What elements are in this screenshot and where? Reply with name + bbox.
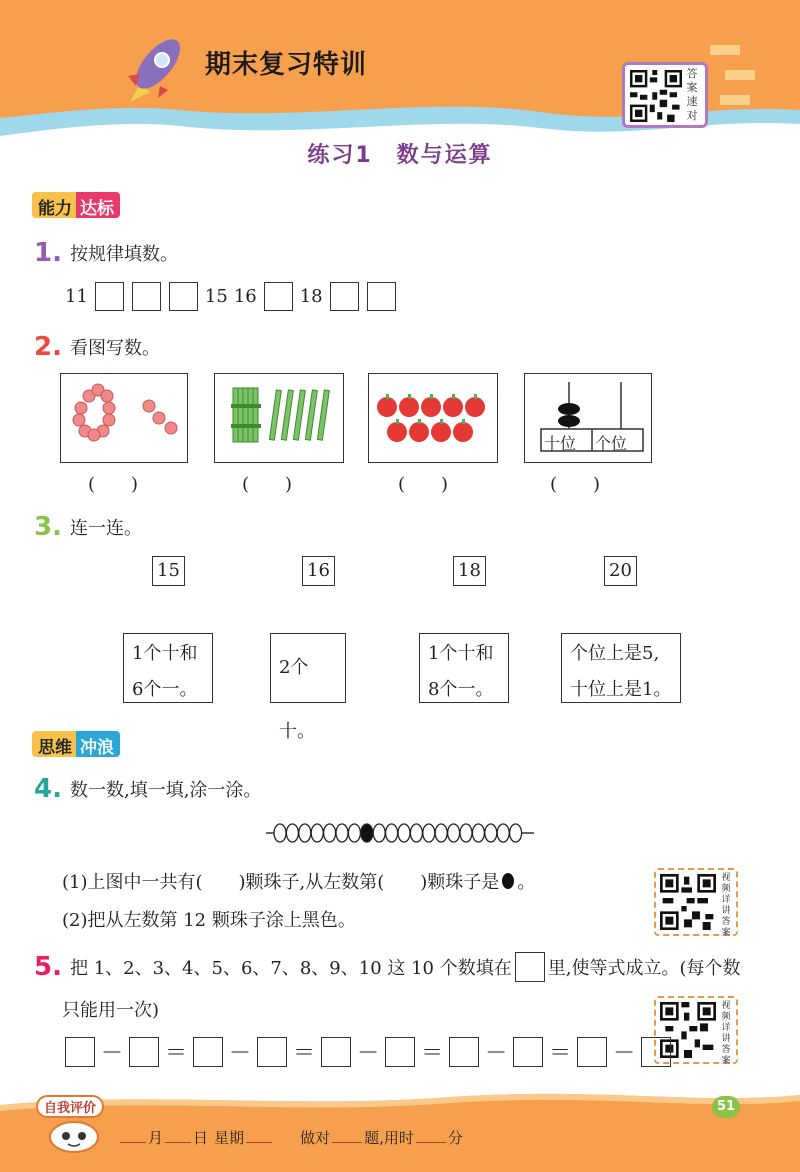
question-number: 5. [34,952,62,982]
bead[interactable] [448,824,460,842]
match-number[interactable]: 16 [302,556,335,586]
badge-part1: 能力 [32,192,76,218]
bead[interactable] [386,824,398,842]
equation-box[interactable] [321,1037,351,1067]
month-label: 月 [148,1129,164,1147]
day-label: 日 [193,1129,209,1147]
question-number: 2. [34,332,62,362]
equals-sign: ＝ [421,1041,444,1066]
seq-number: 11 [65,286,88,307]
minus-sign: － [229,1041,252,1066]
seq-number: 16 [233,286,257,307]
bead[interactable] [361,824,373,842]
equation-box[interactable] [513,1037,543,1067]
bead[interactable] [311,824,323,842]
mascot-icon [48,1117,100,1153]
bead[interactable] [398,824,410,842]
question-number: 3. [34,512,62,542]
bead[interactable] [423,824,435,842]
header-title: 期末复习特训 [205,50,368,80]
equation-box[interactable] [577,1037,607,1067]
sub-question-text: (2)把从左数第 12 颗珠子涂上黑色。 [62,910,356,931]
answer-box[interactable] [367,282,396,311]
bead[interactable] [497,824,509,842]
time-blank[interactable] [416,1142,446,1143]
video-qr-code[interactable] [654,868,738,936]
question-text: 看图写数。 [69,338,160,359]
minus-sign: － [357,1041,380,1066]
bead[interactable] [286,824,298,842]
bead[interactable] [510,824,522,842]
equation-box[interactable] [385,1037,415,1067]
qr-label: 视频详讲答案 [721,1001,731,1066]
answer-paren[interactable]: ( ) [88,474,139,495]
q4-sub1 [62,868,535,894]
question-3 [34,514,142,540]
match-number[interactable]: 15 [152,556,185,586]
ones-label: 个位 [595,434,628,453]
tens-label: 十位 [544,434,577,453]
desc-line: 1个十和 [428,643,494,664]
footer-record [118,1127,463,1148]
bead[interactable] [348,824,360,842]
badge-part1: 思维 [32,731,76,757]
equals-sign: ＝ [549,1041,572,1066]
match-number[interactable]: 20 [604,556,637,586]
weekday-blank[interactable] [246,1142,272,1143]
bead[interactable] [410,824,422,842]
question-text: 按规律填数。 [69,244,178,265]
answer-qr-code[interactable] [622,62,708,128]
question-5-cont [62,996,159,1022]
answer-paren[interactable]: ( ) [242,474,293,495]
equation-box[interactable] [641,1037,671,1067]
q4-sub2 [62,906,356,932]
correct-label: 做对 [300,1129,331,1147]
section-title: 练习1 数与运算 [307,143,493,168]
beads-picture [60,373,188,463]
question-text: 只能用一次) [62,1000,160,1021]
question-number: 1. [34,238,62,268]
weekday-label: 星期 [214,1129,245,1147]
question-text: 连一连。 [69,518,142,539]
bead[interactable] [472,824,484,842]
seq-number: 18 [299,286,323,307]
bead[interactable] [324,824,336,842]
qr-label: 答案速对 [686,67,698,122]
match-description[interactable] [419,633,509,703]
desc-line: 十位上是1。 [570,679,672,700]
pink-dots-image [61,374,186,460]
bead[interactable] [435,824,447,842]
desc-line: 6个一。 [132,679,198,700]
sticks-picture [214,373,344,463]
qr-code-icon [660,874,716,930]
bead[interactable] [460,824,472,842]
answer-box[interactable] [169,282,198,311]
day-blank[interactable] [165,1142,191,1143]
page-number: 51 [712,1096,740,1118]
page-header [0,0,800,150]
question-text: 把 1、2、3、4、5、6、7、8、9、10 这 10 个数填在 [69,958,512,979]
desc-line: 8个一。 [428,679,494,700]
equals-sign: ＝ [293,1041,316,1066]
month-blank[interactable] [120,1142,146,1143]
answer-paren[interactable]: ( ) [398,474,449,495]
black-bead-icon [501,872,515,890]
question-1 [34,240,178,266]
sub-question-text: (1)上图中一共有( )颗珠子,从左数第( )颗珠子是 [62,872,500,893]
answer-box[interactable] [330,282,359,311]
minus-sign: － [485,1041,508,1066]
question-4 [34,776,261,802]
answer-box[interactable] [132,282,161,311]
rocket-icon [110,22,190,112]
match-description[interactable] [561,633,681,703]
equation-row [62,1036,674,1067]
desc-line: 2个十。 [279,657,315,742]
self-evaluation-label: 自我评价 [36,1095,104,1118]
answer-box[interactable] [95,282,124,311]
bead[interactable] [373,824,385,842]
match-number[interactable]: 18 [453,556,486,586]
answer-paren[interactable]: ( ) [550,474,601,495]
minus-sign: － [613,1041,636,1066]
equation-box[interactable] [129,1037,159,1067]
question-2 [34,334,160,360]
sticks-image [215,374,342,460]
badge-part2: 达标 [76,192,120,218]
qr-label: 视频详讲答案 [721,873,731,938]
equation-box[interactable] [449,1037,479,1067]
answer-box[interactable] [264,282,293,311]
desc-line: 1个十和 [132,643,198,664]
question-text: 里,使等式成立。(每个数 [547,958,741,979]
abacus-picture [524,373,652,463]
match-description[interactable] [270,633,346,742]
question-number: 4. [34,774,62,804]
bead[interactable] [274,824,286,842]
equation-box[interactable] [193,1037,223,1067]
apples-picture [368,373,498,463]
bead[interactable] [299,824,311,842]
equation-box[interactable] [65,1037,95,1067]
bead-string [262,818,538,848]
ability-badge [32,192,120,218]
badge-part2: 冲浪 [76,731,120,757]
match-description[interactable] [123,633,213,703]
desc-line: 个位上是5, [570,643,660,664]
correct-blank[interactable] [332,1142,362,1143]
number-sequence [62,282,400,311]
thinking-badge [32,731,120,757]
questions-label: 题,用时 [364,1129,414,1147]
qr-code-icon [630,70,682,122]
apples-image [369,374,496,460]
question-text: 数一数,填一填,涂一涂。 [69,780,262,801]
sub-question-text: 。 [517,872,536,893]
equation-box[interactable] [257,1037,287,1067]
equals-sign: ＝ [165,1041,188,1066]
minutes-label: 分 [447,1129,463,1147]
seq-number: 15 [204,286,228,307]
minus-sign: － [101,1041,124,1066]
bead[interactable] [336,824,348,842]
bead[interactable] [485,824,497,842]
box-symbol [515,952,545,982]
question-5 [34,952,740,982]
